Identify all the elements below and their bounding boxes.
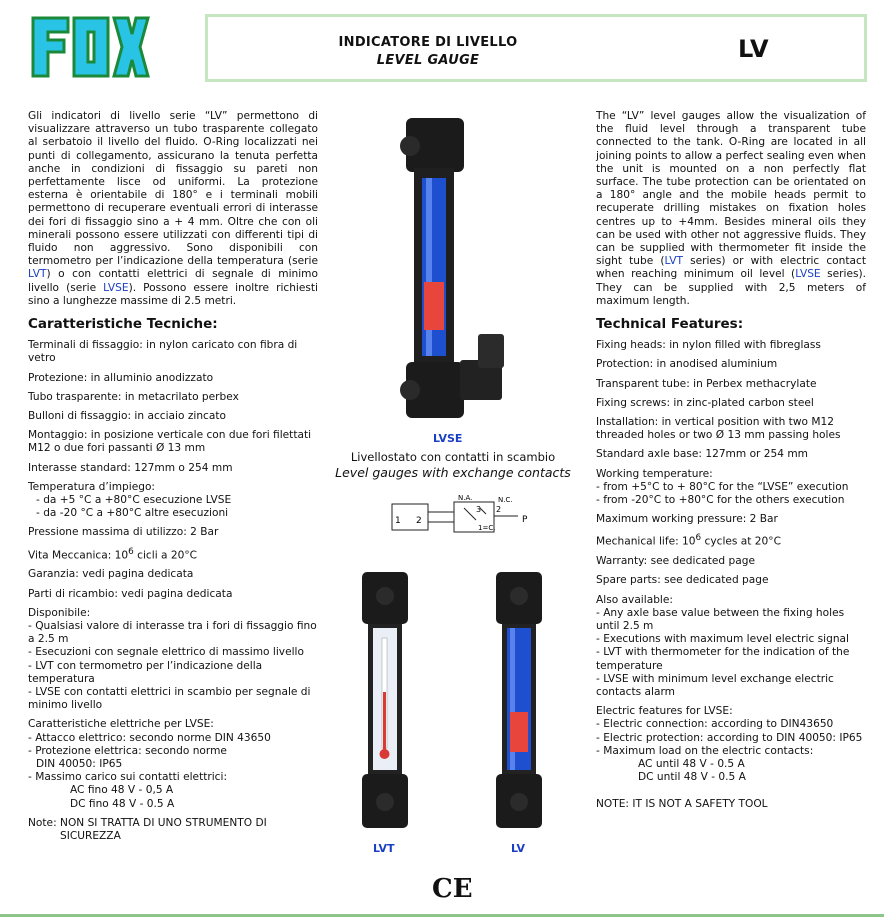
intro-en-part: series). They can be supplied with 2,5 meters of maximum length. (596, 268, 866, 307)
note-block (28, 817, 318, 843)
life-text: Vita Meccanica: 10 (28, 549, 129, 562)
intro-italian (28, 110, 318, 308)
intro-en-lvse: LVSE (795, 268, 821, 281)
lvse-label: LVSE (433, 432, 463, 445)
available-line: - LVSE con contatti elettrici in scambio per segnale di minimo livello (28, 686, 311, 712)
available-title: Disponibile: (28, 606, 91, 619)
electrical-line: DIN 40050: IP65 (36, 758, 123, 771)
temp-line: - da -20 °C a +80°C altre esecuzioni (36, 507, 229, 520)
spec-text: Fixing heads: in nylon filled with fibreglass (596, 339, 821, 352)
product-code: LV (738, 35, 769, 63)
diagram-label-nc: N.C. (498, 496, 513, 504)
title-english: LEVEL GAUGE (376, 53, 480, 68)
intro-it-lvt: LVT (28, 268, 47, 281)
lvse-product-image (370, 112, 520, 430)
temp-line: - da +5 °C a +80°C esecuzione LVSE (36, 494, 232, 507)
electrical-line: - Massimo carico sui contatti elettrici: (28, 771, 228, 784)
spares-text: Spare parts: see dedicated page (596, 574, 769, 587)
note-text: NOTE: IT IS NOT A SAFETY TOOL (596, 798, 768, 811)
note-block (596, 798, 866, 811)
electrical-title: Electric features for LVSE: (596, 705, 733, 718)
spec-text: Protection: in anodised aluminium (596, 358, 778, 371)
spec-item (28, 339, 318, 365)
spec-item (596, 532, 866, 549)
right-specs (596, 318, 866, 812)
life-text: cicli a 20°C (133, 549, 198, 562)
right-column (596, 110, 866, 308)
available-line: - LVSE with minimum level exchange electric contacts alarm (596, 672, 834, 698)
spec-item (28, 410, 318, 423)
intro-it-part: ) o con contatti elettrici di segnale di minimo livello (serie (28, 268, 318, 294)
available-line: - Esecuzioni con segnale elettrico di massimo livello (28, 646, 304, 659)
temp-line: - from -20°C to +80°C for the others execution (596, 494, 845, 507)
electrical-title: Caratteristiche elettriche per LVSE: (28, 718, 214, 731)
wiring-diagram (386, 490, 536, 552)
spec-item (28, 391, 318, 404)
diagram-label: 1 (395, 516, 401, 526)
spec-text: Protezione: in alluminio anodizzato (28, 371, 214, 384)
warranty-text: Garanzia: vedi pagina dedicata (28, 568, 194, 581)
electrical-block (28, 718, 318, 810)
diagram-label-na: N.A. (458, 494, 473, 502)
spec-item (28, 546, 318, 563)
intro-en-part: The “LV” level gauges allow the visualization of the fluid level through a transparent tube connected to the tank. O-Ring are located in all joining points to allow a perfect sealing even when the unit is mounted on a non perfectly flat surface. The tube protection can be orientated on a 180° angle and the mobile heads permit to recuperate drilling mistakes on fixation holes centres up to +4mm. Besides mineral oils they can be used with other not aggressive fluids. They can be supplied with thermometer fit inside the sight tube ( (596, 110, 866, 268)
electrical-load: AC until 48 V - 0.5 A (638, 758, 745, 771)
available-block (596, 594, 866, 700)
life-text: Mechanical life: 10 (596, 535, 696, 548)
left-specs (28, 318, 318, 843)
available-line: - LVT with thermometer for the indication of the temperature (596, 646, 850, 672)
intro-it-lvse: LVSE (103, 281, 129, 294)
intro-en-lvt: LVT (664, 255, 683, 268)
spec-text: Standard axle base: 127mm or 254 mm (596, 448, 808, 461)
available-line: - Any axle base value between the fixing holes until 2.5 m (596, 606, 845, 632)
intro-english (596, 110, 866, 308)
electrical-line: - Attacco elettrico: secondo norme DIN 43650 (28, 731, 271, 744)
warranty-text: Warranty: see dedicated page (596, 555, 755, 568)
spec-text: Montaggio: in posizione verticale con due fori filettati M12 o due fori passanti Ø 13 mm (28, 429, 312, 455)
spec-item (596, 397, 866, 410)
caption-italian: Livellostato con contatti in scambio (350, 450, 556, 464)
footer-divider (0, 914, 884, 917)
spec-item (28, 588, 318, 601)
spec-text: Tubo trasparente: in metacrilato perbex (28, 390, 239, 403)
note-text: SICUREZZA (60, 830, 121, 843)
lv-label: LV (511, 842, 526, 855)
spec-text: Fixing screws: in zinc-plated carbon steel (596, 396, 814, 409)
caption-english: Level gauges with exchange contacts (335, 465, 571, 480)
fox-logo (30, 12, 150, 82)
temp-title: Temperatura d’impiego: (28, 480, 155, 493)
lvt-product-image (362, 572, 408, 828)
spec-text: Transparent tube: in Perbex methacrylate (596, 377, 817, 390)
spec-item (28, 429, 318, 455)
available-line: - LVT con termometro per l’indicazione della temperatura (28, 659, 263, 685)
available-line: - Executions with maximum level electric signal (596, 633, 849, 646)
spec-item (28, 526, 318, 539)
spec-text: Installation: in vertical position with two M12 threaded holes or two Ø 13 mm passing holes (596, 416, 841, 442)
spec-text: Terminali di fissaggio: in nylon caricato con fibra di vetro (28, 339, 298, 365)
life-text: cycles at 20°C (701, 535, 781, 548)
electrical-block (596, 705, 866, 784)
diagram-label: 2 (416, 516, 422, 526)
spec-item (596, 555, 866, 568)
fox-logo-graphic (30, 12, 150, 82)
electrical-line: - Maximum load on the electric contacts: (596, 744, 814, 757)
section-title-it: Caratteristiche Tecniche: (28, 316, 218, 332)
spec-text: Bulloni di fissaggio: in acciaio zincato (28, 410, 226, 423)
life-exponent: 6 (128, 546, 134, 557)
section-title-en: Technical Features: (596, 316, 744, 332)
note-text: Note: NON SI TRATTA DI UNO STRUMENTO DI (28, 816, 267, 829)
electrical-load: DC fino 48 V - 0.5 A (70, 797, 175, 810)
lvt-label: LVT (373, 842, 395, 855)
ce-mark: CE (432, 874, 473, 904)
electrical-line: - Protezione elettrica: secondo norme (28, 744, 227, 757)
intro-en-part: series) or with electric contact when reaching minimum oil level ( (596, 255, 866, 281)
spec-text: Interasse standard: 127mm o 254 mm (28, 461, 233, 474)
pressure-text: Maximum working pressure: 2 Bar (596, 513, 778, 526)
life-exponent: 6 (695, 533, 702, 544)
spec-item (596, 416, 866, 442)
spec-item (28, 462, 318, 475)
temp-block (28, 481, 318, 521)
title-italian: INDICATORE DI LIVELLO (338, 35, 518, 50)
diagram-label-c: 1=C. (478, 524, 496, 532)
spares-text: Parti di ricambio: vedi pagina dedicata (28, 587, 233, 600)
temp-line: - from +5°C to + 80°C for the “LVSE” execution (596, 480, 849, 493)
temp-title: Working temperature: (596, 467, 713, 480)
title-frame (205, 14, 867, 82)
diagram-label: 2 (496, 505, 502, 514)
pressure-text: Pressione massima di utilizzo: 2 Bar (28, 526, 219, 539)
electrical-load: AC fino 48 V - 0,5 A (70, 784, 174, 797)
electrical-load: DC until 48 V - 0.5 A (638, 771, 746, 784)
spec-item (596, 513, 866, 526)
electrical-line: - Electric connection: according to DIN43650 (596, 718, 834, 731)
spec-item (596, 378, 866, 391)
intro-it-part: Gli indicatori di livello serie “LV” permettono di visualizzare attraverso un tubo trasparente collegato al serbatoio il livello del fluido. O-Ring localizzati nei punti di collegamento, assicurano la tenuta perfetta anche in condizioni di fissaggio su pareti non perfettamente lisce od uniformi. La protezione esterna è orientabile di 180° e i terminali mobili permettono di recuperare eventuali errori di interasse dei fori di fissaggio sino a + 4 mm. Oltre che con oli minerali possono essere utilizzati con differenti tipi di fluido non aggressivo. Sono disponibili con termometro per l’indicazione della temperatura (serie (28, 110, 318, 268)
available-line: - Qualsiasi valore di interasse tra i fori di fissaggio fino a 2.5 m (28, 619, 317, 646)
diagram-label: 3 (476, 505, 482, 514)
spec-item (596, 358, 866, 371)
spec-item (28, 372, 318, 385)
spec-item (596, 574, 866, 587)
available-title: Also available: (596, 593, 673, 606)
spec-item (28, 568, 318, 581)
lv-product-image (496, 572, 542, 828)
intro-it-part: ). Possono essere inoltre richiesti sino a lunghezze massime di 2.5 metri. (28, 281, 319, 307)
left-column (28, 110, 318, 308)
diagram-label-p: P (522, 515, 528, 525)
available-block (28, 607, 318, 713)
temp-block (596, 468, 866, 508)
spec-item (596, 339, 866, 352)
spec-item (596, 448, 866, 461)
electrical-line: - Electric protection: according to DIN 40050: IP65 (596, 731, 863, 744)
